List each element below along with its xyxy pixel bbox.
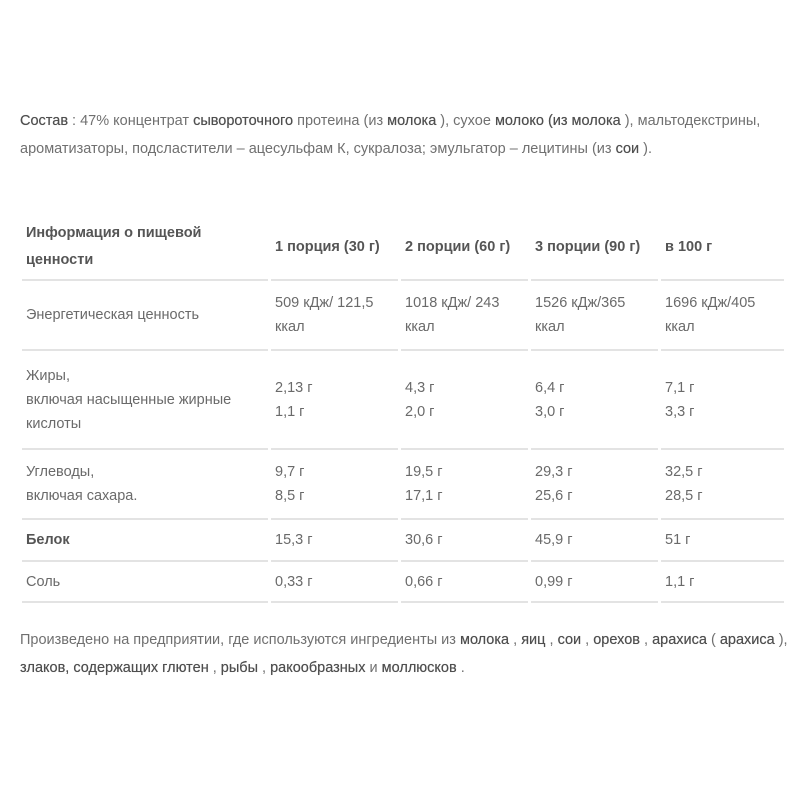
value: 29,3 г: [535, 464, 573, 480]
cell: 45,9 г: [531, 520, 658, 562]
cell: 1696 кДж/405 ккал: [661, 281, 784, 351]
value: 3,0 г: [535, 403, 565, 420]
text: : 47% концентрат: [68, 113, 194, 129]
text-bold: злаков, содержащих глютен: [20, 659, 209, 676]
label-line: включая насыщенные жирные кислоты: [26, 391, 232, 432]
value: 28,5 г: [665, 488, 703, 504]
value: 25,6 г: [535, 488, 573, 504]
cell: [661, 450, 784, 520]
value: 2,0 г: [405, 403, 435, 420]
header-per-100g: в 100 г: [661, 215, 784, 281]
cell: 1526 кДж/365 ккал: [531, 281, 658, 351]
composition-label: Состав: [20, 113, 69, 129]
text: ,: [208, 659, 221, 676]
value: 8,5 г: [275, 488, 305, 504]
cell: 15,3 г: [271, 520, 398, 562]
row-label: Энергетическая ценность: [22, 281, 268, 351]
table-header-row: [22, 215, 784, 281]
label-line: включая сахара.: [26, 488, 138, 504]
cell: 1018 кДж/ 243 ккал: [401, 281, 528, 351]
value: 7,1 г: [665, 379, 695, 396]
table-row-carbs: [22, 450, 784, 520]
value: 19,5 г: [405, 464, 443, 480]
table-row-protein: [22, 520, 784, 562]
label-line: Углеводы,: [26, 464, 95, 480]
row-label: [22, 450, 268, 520]
value: 4,3 г: [405, 379, 435, 396]
text: ,: [639, 632, 653, 648]
cell: 0,33 г: [271, 562, 398, 603]
cell: 1,1 г: [661, 562, 784, 603]
text-bold: арахиса: [652, 632, 707, 648]
value: 6,4 г: [535, 379, 565, 396]
row-label: Белок: [22, 520, 268, 562]
text-bold: рыбы: [220, 659, 259, 676]
text: ,: [581, 632, 594, 648]
value: 1,1 г: [275, 403, 305, 420]
header-info: Информация о пищевой ценности: [22, 215, 268, 281]
cell: [531, 450, 658, 520]
text-bold: арахиса: [719, 632, 775, 648]
text: ), мальтодекстрины, ароматизаторы, подсластители – ацесульфам К, сукралоза; эмульгатор – лецитины (из: [20, 113, 761, 157]
text-bold: молока: [459, 632, 510, 648]
text-bold: молока: [387, 113, 437, 129]
text-bold: яиц: [521, 632, 546, 648]
nutrition-table: [19, 215, 787, 603]
cell: 0,99 г: [531, 562, 658, 603]
text: ).: [639, 140, 653, 157]
composition-paragraph: [20, 108, 790, 163]
text: протеина (из: [293, 113, 388, 129]
text: ),: [774, 632, 788, 648]
text: (: [706, 632, 720, 648]
label-line: Жиры,: [26, 367, 71, 384]
header-2-portions: 2 порции (60 г): [401, 215, 528, 281]
text-bold: сои: [557, 632, 582, 648]
cell: 51 г: [661, 520, 784, 562]
cell: 30,6 г: [401, 520, 528, 562]
text: ), сухое: [436, 113, 495, 129]
value: 32,5 г: [665, 464, 703, 480]
value: 2,13 г: [275, 379, 313, 396]
cell: [531, 351, 658, 450]
text-bold: сывороточного: [193, 113, 294, 129]
text: Произведено на предприятии, где используются ингредиенты из: [20, 632, 460, 648]
value: 9,7 г: [275, 464, 305, 480]
text: ,: [509, 632, 522, 648]
cell: [271, 351, 398, 450]
cell: [401, 351, 528, 450]
cell: 0,66 г: [401, 562, 528, 603]
header-3-portions: 3 порции (90 г): [531, 215, 658, 281]
cell: [661, 351, 784, 450]
text-bold: молоко (из молока: [494, 113, 621, 129]
text-bold: сои: [615, 140, 640, 157]
table-row-energy: [22, 281, 784, 351]
text: .: [456, 659, 465, 676]
text-bold: моллюсков: [381, 659, 457, 676]
row-label: [22, 351, 268, 450]
text: ,: [545, 632, 558, 648]
value: 3,3 г: [665, 403, 695, 420]
text-bold: орехов: [593, 632, 640, 648]
row-label: Соль: [22, 562, 268, 603]
text-bold: ракообразных: [270, 659, 366, 676]
text: ,: [258, 659, 271, 676]
header-1-portion: 1 порция (30 г): [271, 215, 398, 281]
cell: [401, 450, 528, 520]
value: 17,1 г: [405, 488, 443, 504]
cell: 509 кДж/ 121,5 ккал: [271, 281, 398, 351]
text: и: [365, 659, 382, 676]
allergens-paragraph: [20, 627, 790, 682]
cell: [271, 450, 398, 520]
table-row-fats: [22, 351, 784, 450]
table-row-salt: [22, 562, 784, 603]
